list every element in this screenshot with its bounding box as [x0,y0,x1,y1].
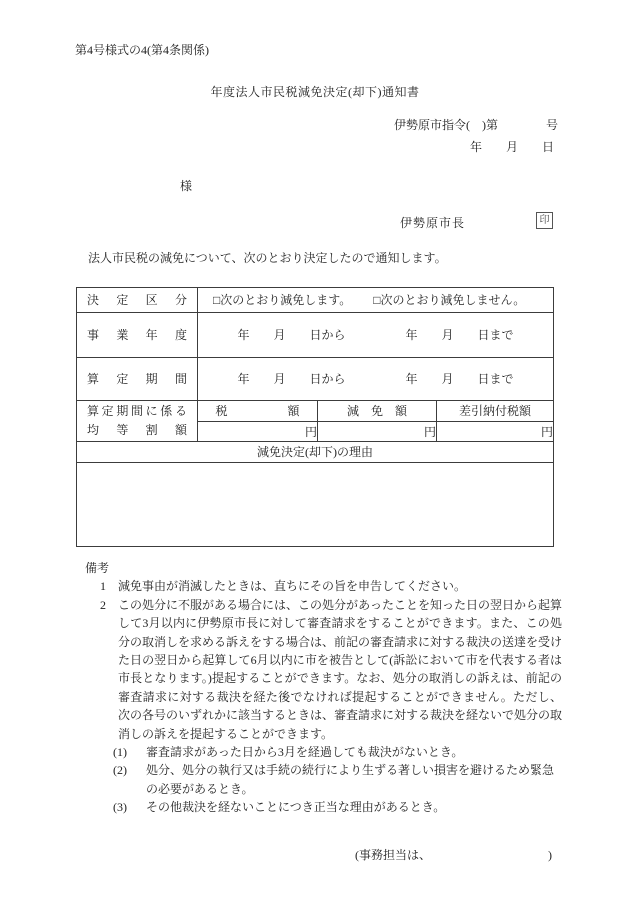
reduction-amount-yen-cell: 円 [318,422,437,442]
note-text: この処分に不服がある場合には、この処分があったことを知った日の翌日から起算して3月以内に伊勢原市長に対して審査請求をすることができます。また、この処分の取消しを求める訴えをする場合は、前記の審査請求に対する裁決の送達を受けた日の翌日から起算して6月以内に市を被告として(訴訟において市を代表する者は市長となります。)提起することができます。なお、処分の取消しの訴えは、前記の審査請求に対する裁決を経た後でなければ提起することができません。ただし、次の各号のいずれかに該当するときは、審査請求に対する裁決を経ないで処分の取消しの訴えを提起することができます。 [118,597,563,741]
clerk-line-open: (事務担当は、 [355,848,431,862]
list-item [113,761,562,798]
reason-section-header: 減免決定(却下)の理由 [77,442,554,463]
business-year-value-cell: 年 月 日から 年 月 日まで [198,313,554,358]
sub-note-text: 審査請求があった日から3月を経過しても裁決がないとき。 [146,745,464,760]
remarks-section [85,559,562,817]
seal-stamp-icon: 印 [536,212,553,229]
table-row [77,313,554,358]
form-number: 第4号様式の4(第4条関係) [75,43,209,57]
sub-note-number: (3) [113,800,127,815]
note-number: 2 [100,597,106,612]
decision-options-cell [198,288,554,313]
remarks-heading: 備考 [85,561,110,575]
calc-period-label: 算 定 期 間 [87,372,187,386]
issuer-name: 伊勢原市長 [400,216,466,230]
directive-number-line: 伊勢原市指令( )第 号 [394,118,558,132]
table-row [77,358,554,401]
list-item [113,743,562,761]
clerk-line-close: ) [548,848,552,862]
reduction-amount-column-header: 減 免 額 [318,401,437,422]
sub-note-text: 処分、処分の執行又は手続の続行により生ずる著しい損害を避けるため緊急の必要があるとき。 [146,763,555,796]
sub-note-number: (1) [113,745,127,760]
intro-text: 法人市民税の減免について、次のとおり決定したので通知します。 [88,251,447,265]
table-row [77,288,554,313]
sub-note-number: (2) [113,763,127,778]
per-capita-label-line2: 均 等 割 額 [87,423,187,437]
note-text: 減免事由が消滅したときは、直ちにその旨を申告してください。 [118,579,467,594]
list-item [100,577,562,595]
list-item [100,596,562,743]
decision-category-label: 決 定 区 分 [87,293,187,307]
net-payable-column-header: 差引納付税額 [437,401,554,422]
clerk-in-charge-line [355,846,552,864]
table-row [77,442,554,463]
business-year-header [77,313,198,358]
table-row [77,463,554,547]
grant-checkbox-option: □次のとおり減免します。 [213,293,352,307]
list-item [113,798,562,816]
addressee-honorific: 様 [180,179,193,193]
table-row [77,401,554,422]
note-number: 1 [100,579,106,594]
net-payable-yen-cell: 円 [437,422,554,442]
issue-date-line: 年 月 日 [469,140,554,154]
sub-note-text: その他裁決を経ないことにつき正当な理由があるとき。 [146,800,446,815]
calc-period-value-cell: 年 月 日から 年 月 日まで [198,358,554,401]
reason-empty-cell [77,463,554,547]
tax-amount-yen-cell: 円 [198,422,318,442]
page-title: 年度法人市民税減免決定(却下)通知書 [210,85,420,99]
decision-category-header [77,288,198,313]
tax-amount-column-header: 税 額 [198,401,318,422]
deny-checkbox-option: □次のとおり減免しません。 [373,293,526,307]
business-year-label: 事 業 年 度 [87,328,187,342]
calc-period-header [77,358,198,401]
per-capita-label-line1: 算 定 期 間 に 係 る [87,404,187,418]
per-capita-header [77,401,198,442]
decision-table [76,287,554,547]
